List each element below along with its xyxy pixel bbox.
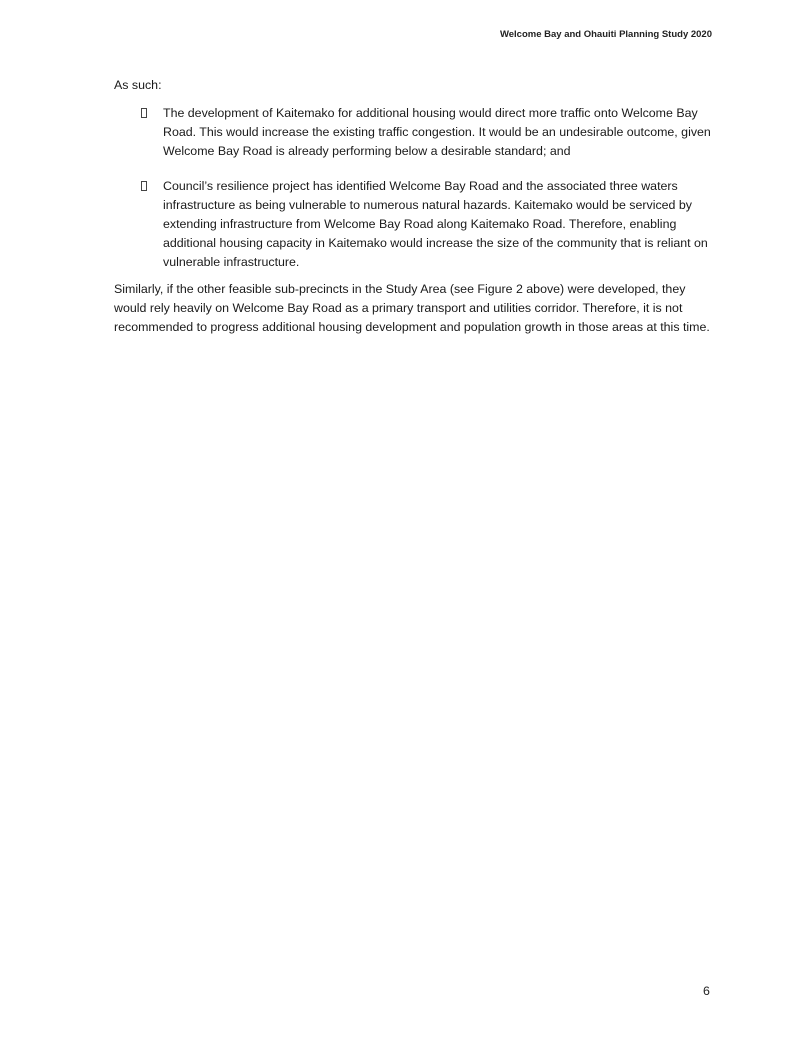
bullet-text: The development of Kaitemako for additional housing would direct more traffic onto Welcome Bay Road. This would increase the existing traffic congestion. It would be an undesirable outcome, given Welcome Bay Road is already performing below a desirable standard; and (163, 106, 711, 158)
bullet-list (114, 104, 714, 272)
bullet-item-resilience (114, 177, 714, 272)
running-header: Welcome Bay and Ohauiti Planning Study 2020 (499, 29, 712, 40)
closing-paragraph: Similarly, if the other feasible sub-precincts in the Study Area (see Figure 2 above) were developed, they would rely heavily on Welcome Bay Road as a primary transport and utilities corridor. Therefore, it is not recommended to progress additional housing development and population growth in those areas at this time. (114, 282, 710, 334)
bullet-icon (141, 108, 147, 118)
body-content (114, 76, 714, 337)
bullet-item-traffic (114, 104, 714, 161)
intro-paragraph: As such: (114, 78, 162, 92)
bullet-icon (141, 181, 147, 191)
bullet-text: Council’s resilience project has identified Welcome Bay Road and the associated three waters infrastructure as being vulnerable to numerous natural hazards. Kaitemako would be serviced by extending infrastructure from Welcome Bay Road along Kaitemako Road. Therefore, enabling additional housing capacity in Kaitemako would increase the size of the community that is reliant on vulnerable infrastructure. (163, 179, 708, 269)
page-number: 6 (703, 984, 710, 998)
